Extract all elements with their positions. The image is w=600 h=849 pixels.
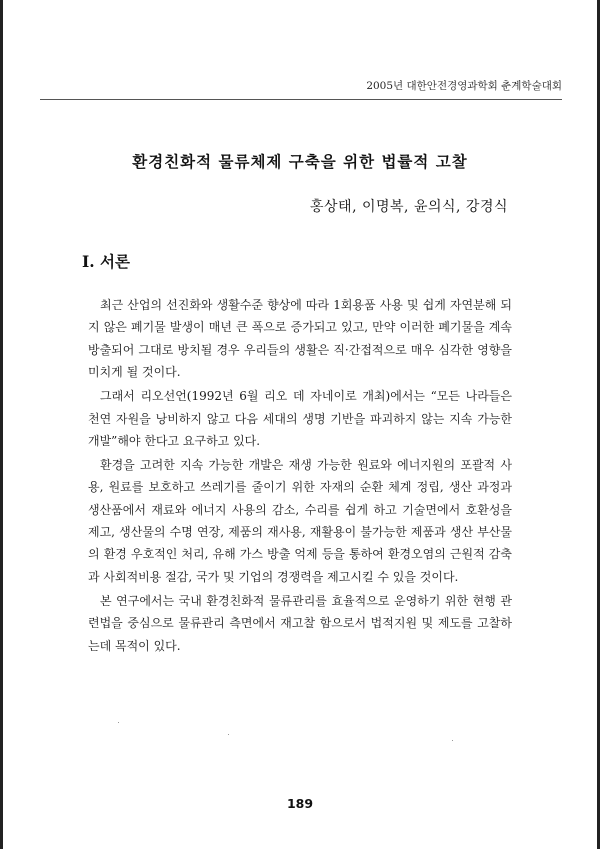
paper-title: 환경친화적 물류체제 구축을 위한 법률적 고찰	[132, 152, 468, 171]
body-text	[88, 294, 512, 659]
page-edge-left	[0, 0, 3, 849]
scan-speck	[228, 734, 229, 735]
paragraph: 그래서 리오선언(1992년 6월 리오 데 자네이로 개최)에서는 “모든 나라들은 천연 자원을 낭비하지 않고 다음 세대의 생명 기반을 파괴하지 않는 지속 가능한 개발”해야 한다고 요구하고 있다.	[88, 389, 512, 448]
section-heading: Ⅰ. 서론	[82, 252, 130, 271]
paragraph: 본 연구에서는 국내 환경친화적 물류관리를 효율적으로 운영하기 위한 현행 관련법을 중심으로 물류관리 측면에서 재고찰 함으로서 법적지원 및 제도를 고찰하는데 목적이 있다.	[88, 593, 512, 653]
paragraph: 환경을 고려한 지속 가능한 개발은 재생 가능한 원료와 에너지원의 포괄적 사용, 원료를 보호하고 쓰레기를 줄이기 위한 자재의 순환 체계 정립, 생산 과정과 생산품에서 재료와 에너지 사용의 감소, 수리를 쉽게 하고 기술면에서 호환성을 제고, 생산물의 수명 연장, 제품의 재사용, 재활용이 불가능한 제품과 생산 부산물의 환경 우호적인 처리, 유해 가스 방출 억제 등을 통하여 환경오염의 근원적 감축과 사회적비용 절감, 국가 및 기업의 경쟁력을 제고시킬 수 있을 것이다.	[88, 457, 512, 584]
page-number: 189	[286, 796, 314, 811]
running-header: 2005년 대한안전경영과학회 춘계학술대회	[40, 78, 562, 100]
scan-speck	[452, 740, 453, 741]
scan-speck	[118, 722, 119, 723]
paragraph: 최근 산업의 선진화와 생활수준 향상에 따라 1회용품 사용 및 쉽게 자연분해 되지 않은 폐기물 발생이 매년 큰 폭으로 증가되고 있고, 만약 이러한 폐기물을 계속 방출되어 그대로 방치될 경우 우리들의 생활은 직·간접적으로 매우 심각한 영향을 미치게 될 것이다.	[88, 298, 512, 380]
author-list: 홍상태, 이명복, 윤의식, 강경식	[310, 199, 508, 215]
